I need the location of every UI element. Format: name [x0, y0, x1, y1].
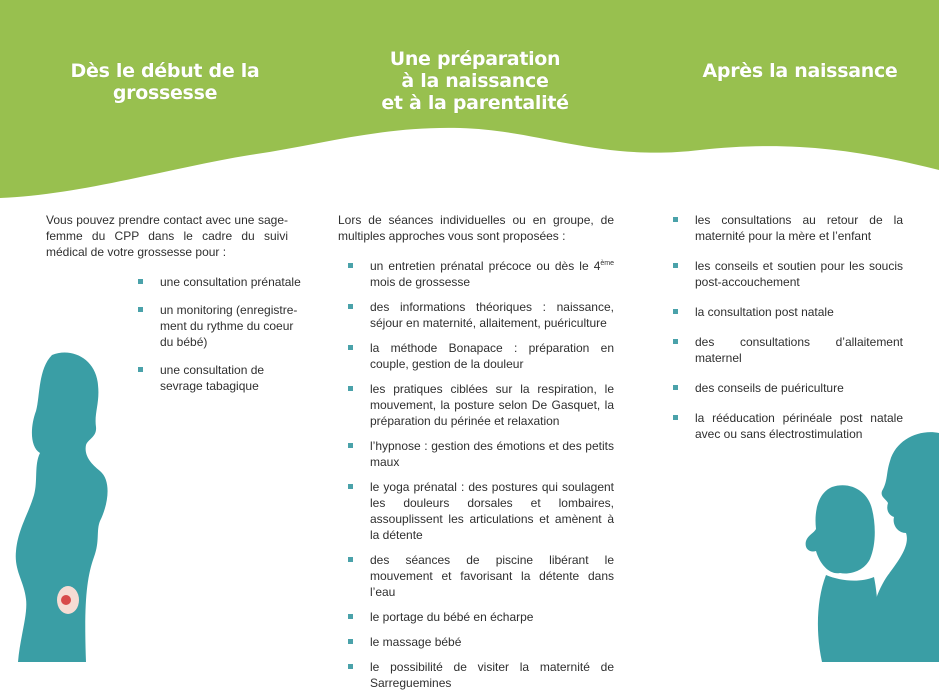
bullet-icon [673, 263, 678, 268]
mother-child-illustration [770, 425, 939, 662]
col1-list [138, 274, 306, 394]
col3-list [673, 212, 903, 442]
bullet-icon [673, 339, 678, 344]
list-item [673, 212, 903, 244]
pregnant-woman-illustration [0, 345, 130, 662]
list-item-text: les consultations au retour de la maternité pour la mère et l’enfant [695, 213, 903, 243]
list-item-text: l’hypnose : gestion des émotions et des petits maux [370, 439, 614, 469]
col1-intro: Vous pouvez prendre contact avec une sage-femme du CPP dans le cadre du suivi médical de votre grossesse pour : [46, 213, 288, 259]
superscript: ème [600, 260, 614, 267]
heading-col2-line1: Une préparation [389, 48, 561, 70]
list-item [673, 334, 903, 366]
list-item [348, 438, 614, 470]
bullet-icon [673, 385, 678, 390]
list-item [673, 380, 903, 396]
list-item-text: le portage du bébé en écharpe [370, 610, 534, 624]
list-item [673, 258, 903, 290]
bullet-icon [348, 614, 353, 619]
bullet-icon [348, 345, 353, 350]
list-item [348, 340, 614, 372]
list-item-text: la rééducation périnéale post natale avec ou sans électrostimulation [695, 411, 903, 441]
bullet-icon [138, 307, 143, 312]
bullet-icon [348, 484, 353, 489]
list-item [348, 479, 614, 543]
bullet-icon [348, 664, 353, 669]
list-item-text: le yoga prénatal : des postures qui soulagent les douleurs dorsales et lombaires, assouplissent les articulations et amènent à la détente [370, 480, 614, 542]
heart-icon [61, 595, 71, 605]
list-item-text: la méthode Bonapace : préparation en couple, gestion de la douleur [370, 341, 614, 371]
bullet-icon [673, 415, 678, 420]
heading-col2 [370, 48, 580, 114]
heading-col1: Dès le début de la grossesse [70, 60, 260, 104]
list-item [348, 299, 614, 331]
bullet-icon [348, 557, 353, 562]
list-item [138, 362, 306, 394]
col2-intro: Lors de séances individuelles ou en groupe, de multiples approches vous sont proposées : [338, 213, 614, 243]
list-item-text: des informations théoriques : naissance, séjour en maternité, allaitement, puériculture [370, 300, 614, 330]
bullet-icon [348, 639, 353, 644]
list-item [348, 258, 614, 290]
list-item [673, 304, 903, 320]
heading-col2-line2: à la naissance [401, 70, 549, 92]
list-item-text: le massage bébé [370, 635, 462, 649]
heading-col3: Après la naissance [702, 60, 898, 82]
list-item-text: les pratiques ciblées sur la respiration, le mouvement, la posture selon De Gasquet, la préparation du périnée et relaxation [370, 382, 614, 428]
bullet-icon [138, 279, 143, 284]
bullet-icon [138, 367, 143, 372]
list-item [138, 274, 306, 290]
list-item-text: des conseils de puériculture [695, 381, 844, 395]
bullet-icon [348, 304, 353, 309]
bullet-icon [348, 263, 353, 268]
list-item-text: un monitoring (enregistrement du rythme du coeur du bébé) [160, 303, 298, 349]
list-item [348, 552, 614, 600]
col2-list [348, 258, 614, 691]
list-item-text: une consultation prénatale [160, 275, 301, 289]
list-item-text [370, 259, 614, 289]
list-item-text-part: un entretien prénatal précoce ou dès le 4 [370, 259, 601, 273]
column-after-birth [673, 212, 903, 456]
list-item-text: les conseils et soutien pour les soucis post-accouchement [695, 259, 903, 289]
heading-col2-line3: et à la parentalité [381, 92, 569, 114]
list-item-text-part: mois de grossesse [370, 275, 471, 289]
column-preparation [338, 212, 614, 700]
bullet-icon [348, 386, 353, 391]
list-item-text: des consultations d’allaitement maternel [695, 335, 903, 365]
list-item-text: une consultation de sevrage tabagique [160, 363, 265, 393]
list-item [348, 634, 614, 650]
list-item [348, 659, 614, 691]
bullet-icon [673, 217, 678, 222]
list-item [138, 302, 306, 350]
bullet-icon [673, 309, 678, 314]
list-item [348, 609, 614, 625]
list-item-text: le possibilité de visiter la maternité de Sarreguemines [370, 660, 614, 690]
bullet-icon [348, 443, 353, 448]
list-item-text: des séances de piscine libérant le mouvement et favorisant la détente dans l’eau [370, 553, 614, 599]
list-item [348, 381, 614, 429]
list-item-text: la consultation post natale [695, 305, 834, 319]
